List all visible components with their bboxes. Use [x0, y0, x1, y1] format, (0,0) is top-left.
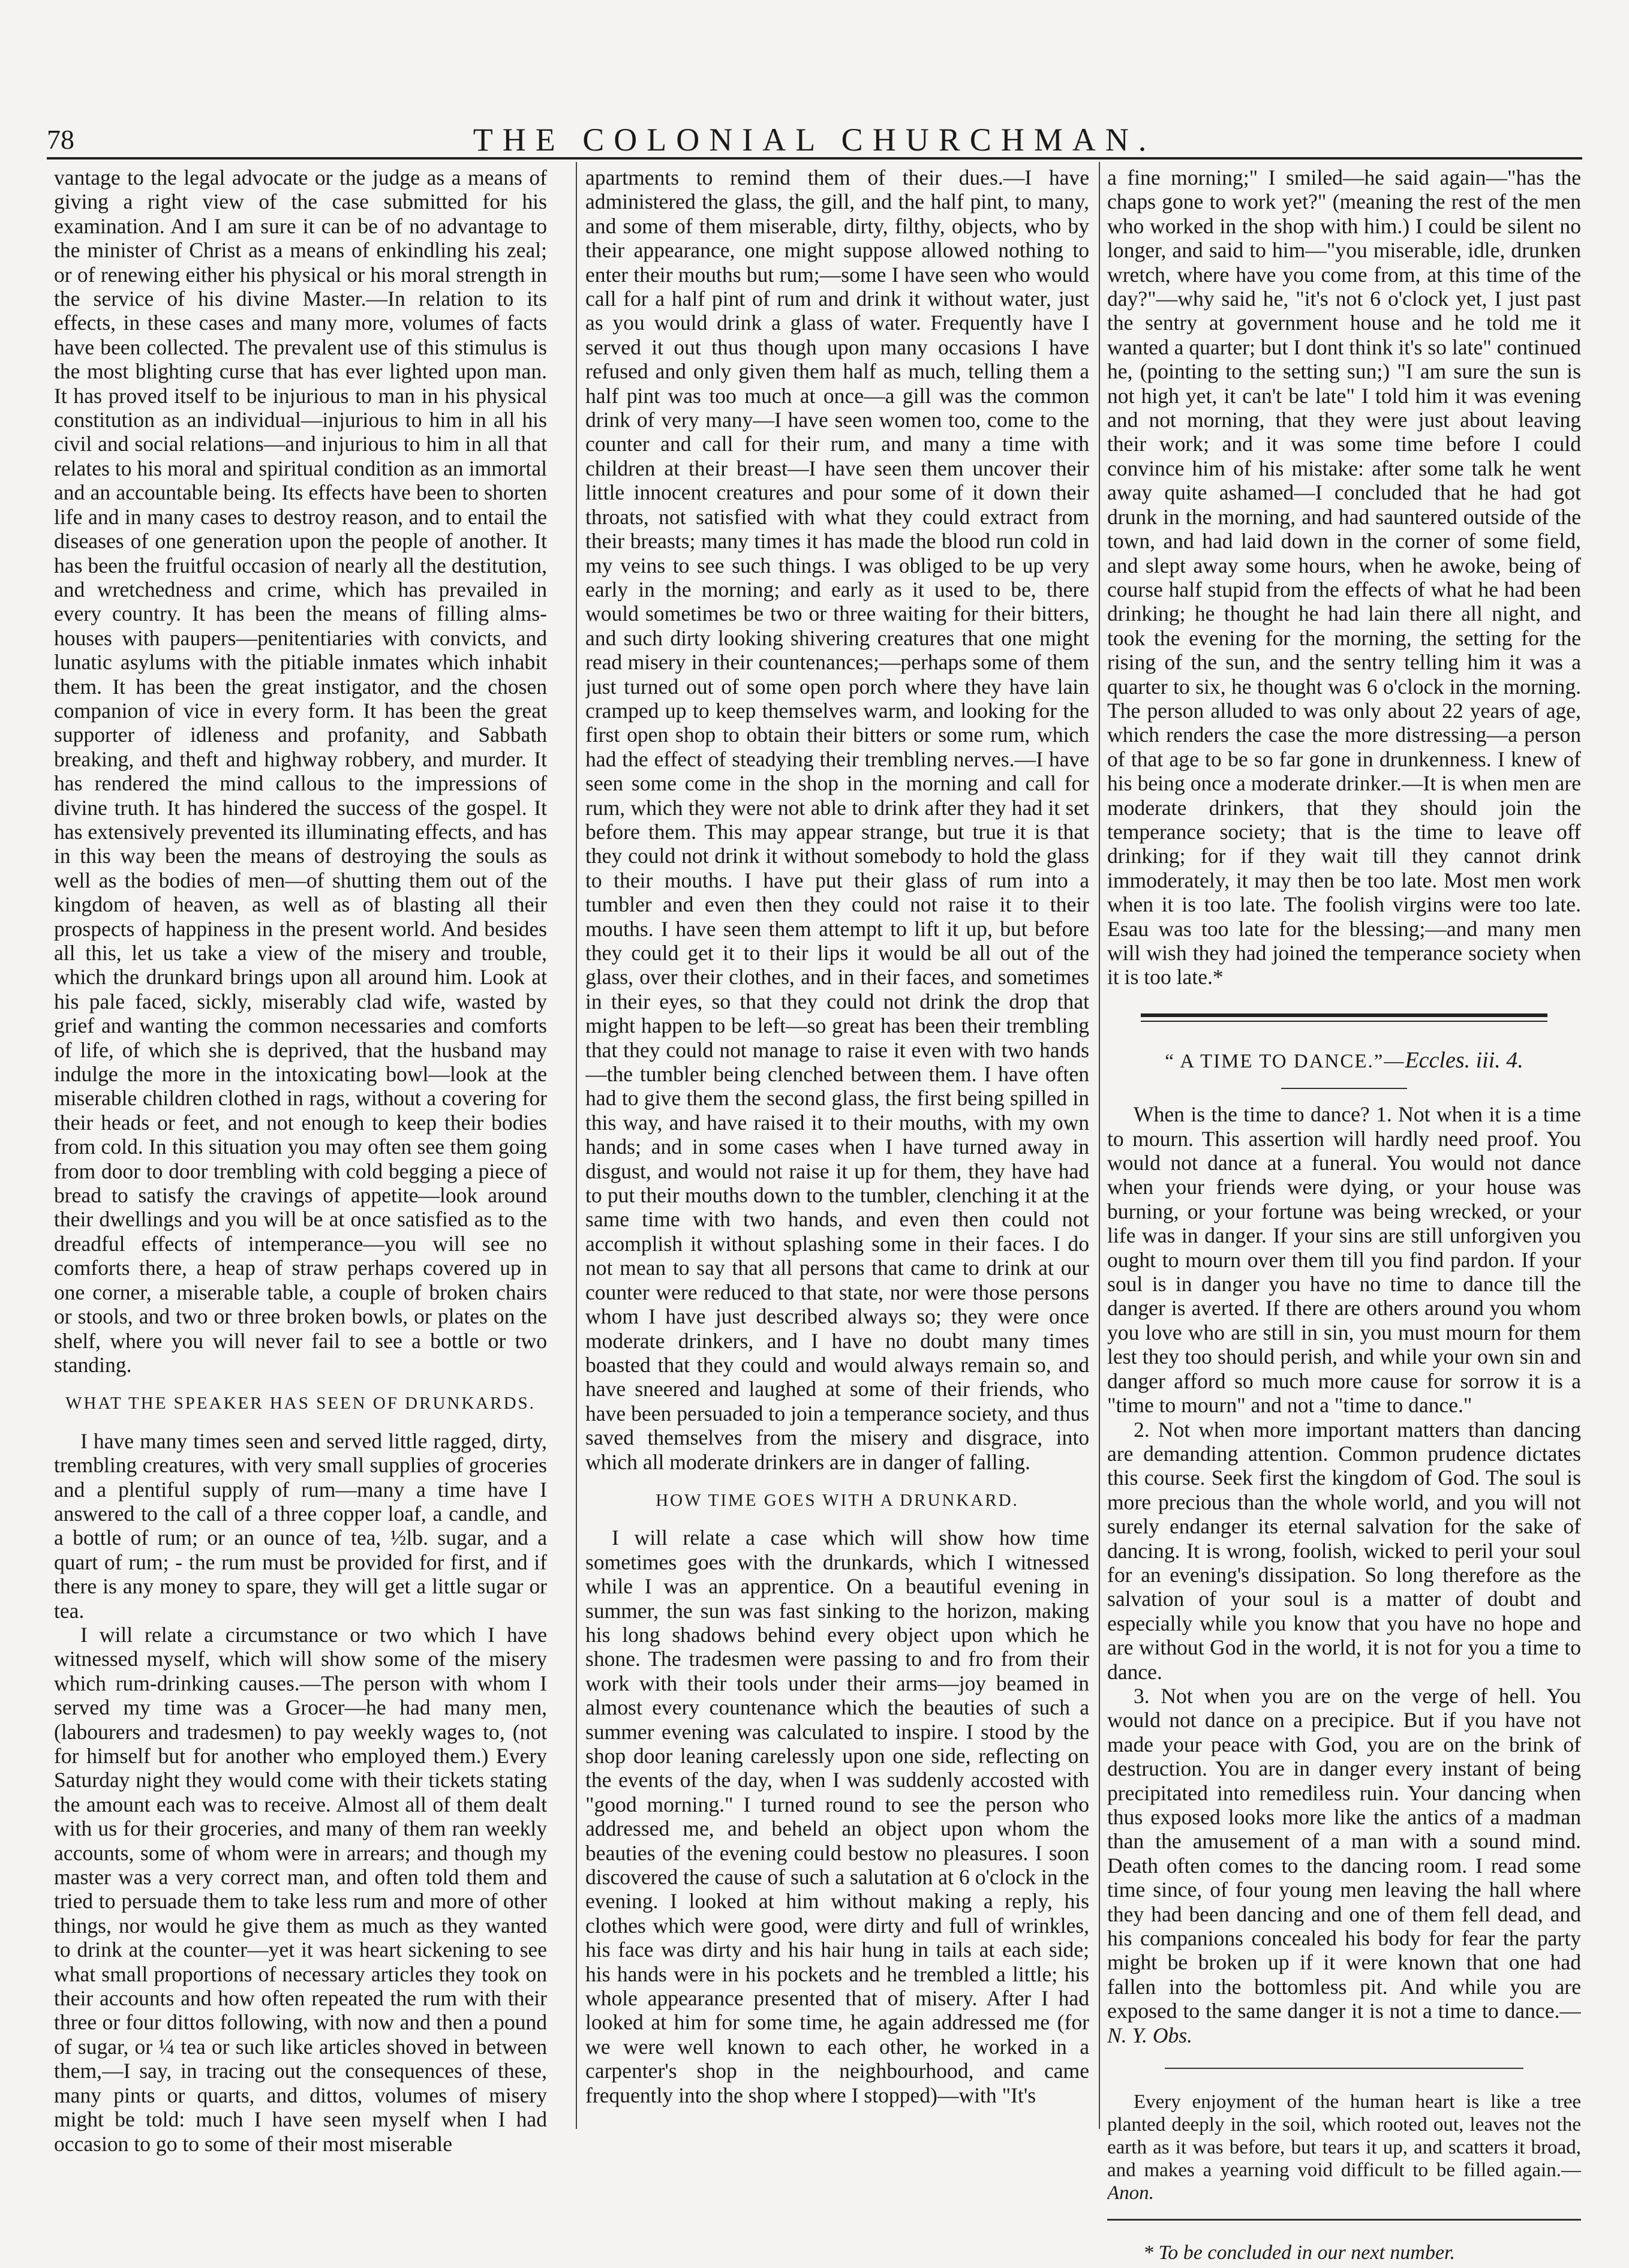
article-paragraph: vantage to the legal advocate or the judge as a means of giving a right view of the case submitted for his examination. And I am sure it can be of no advantage to the minister of Christ as a means of enkindling his zeal; or of renewing either his physical or his moral strength in the service of his divine Master.—In relation to its effects, in these cases and many more, volumes of facts have been collected. The prevalent use of this stimulus is the most blighting curse that has ever lighted upon man. It has proved itself to be injurious to man in his physical constitution as an individual—injurious to him in all his civil and social relations—and injurious to him in all that relates to his moral and spiritual condition as an immortal and an accountable being. Its effects have been to shorten life and in many cases to destroy reason, and to entail the diseases of one generation upon the people of another. It has been the fruitful occasion of nearly all the destitution, and wretchedness and crime, which has prevailed in every country. It has been the means of filling alms-houses with paupers—penitentiaries with convicts, and lunatic asylums with the pitiable inmates which inhabit them. It has been the great instigator, and the chosen companion of vice in every form. It has been the great supporter of idleness and profanity, and Sabbath breaking, and theft and highway robbery, and murder. It has rendered the mind callous to the impressions of divine truth. It has hindered the success of the gospel. It has extensively prevented its illuminating effects, and has in this way been the means of destroying the souls as well as the bodies of men—of shutting them out of the kingdom of heaven, as well as of blasting all their prospects of happiness in the present world. And besides all this, let us take a view of the misery and trouble, which the drunkard brings upon all around him. Look at his pale faced, sickly, miserably clad wife, wasted by grief and wanting the common necessaries and comforts of life, of which she is deprived, that the husband may indulge the more in the intoxicating bowl—look at the miserable children clothed in rags, without a covering for their heads or feet, and not enough to keep their bodies from cold. In this situation you may often see them going from door to door trembling with cold begging a piece of bread to satisfy the cravings of appetite—look around their dwellings and you will be at once satisfied as to the dreadful effects of intemperance—you will see no comforts there, a heap of straw perhaps covered up in one corner, a miserable table, a couple of broken chairs or stools, and two or three broken bowls, or plates on the shelf, where you will never fail to see a bottle or two standing. [54, 166, 547, 1377]
column-one [54, 166, 547, 2156]
section-heading-drunkards-seen: WHAT THE SPEAKER HAS SEEN OF DRUNKARDS. [65, 1394, 536, 1413]
page-number: 78 [47, 124, 74, 155]
footnote-rule [1107, 2219, 1581, 2221]
article-paragraph [1107, 1684, 1581, 2047]
article-paragraph [1107, 2090, 1581, 2204]
paragraph-text: Every enjoyment of the human heart is like a tree planted deeply in the soil, which rooted out, leaves not the earth as it was before, but tears it up, and scatters it broad, and makes a yearning void difficult to be filled again.— [1107, 2091, 1581, 2182]
paragraph-text: 3. Not when you are on the verge of hell. You would not dance on a precipice. But if you have not made your peace with God, you are on the brink of destruction. You are in danger every instant of being precipitated into remediless ruin. Your dancing when thus exposed looks more like the antics of a madman than the amusement of a man with a sound mind. Death often comes to the dancing room. I read some time since, of four young men leaving the hall where they had been dancing and one of them fell dead, and his companions concealed his body for fear the party might be broken up if it were known that one had fallen into the bottomless pit. And while you are exposed to the same danger it is not a time to dance.— [1107, 1683, 1581, 2023]
footnote: * To be concluded in our next number. [1143, 2242, 1456, 2264]
article-paragraph: I will relate a case which will show how time sometimes goes with the drunkards, which I witnessed while I was an apprentice. On a beautiful evening in summer, the sun was fast sinking to the horizon, making his long shadows behind every object upon which he shone. The tradesmen were passing to and fro from their work with their tools under their arms—joy beamed in almost every countenance which the beauties of such a summer evening was calculated to inspire. I stood by the shop door leaning carelessly upon one side, reflecting on the events of the day, when I was suddenly accosted with "good morning." I turned round to see the person who addressed me, and beheld an object upon whom the beauties of the evening could bestow no pleasures. I soon discovered the cause of such a salutation at 6 o'clock in the evening. I looked at him without making a reply, his clothes which were good, were dirty and full of wrinkles, his face was dirty and his hair hung in tails at each side; his hands were in his pockets and he trembled a little; his whole appearance presented that of misery. After I had looked at him for some time, he again addressed me (for we were well known to each other, he worked in a carpenter's shop in the neighbourhood, and came frequently into the shop where I stopped)—with "It's [585, 1526, 1089, 2107]
article-paragraph: When is the time to dance? 1. Not when it is a time to mourn. This assertion will hardly need proof. You would not dance at a funeral. You would not dance when your friends were dying, or your house was burning, or your fortune was being wrecked, or your life was in danger. If your sins are still unforgiven you ought to mourn over them till you find pardon. If your soul is in danger you have no time to dance till the danger is averted. If there are others around you whom you love who are still in sin, you must mourn for them lest they too should perish, and while your own sin and danger afford so much more cause for sorrow it is a "time to mourn" and not a "time to dance." [1107, 1102, 1581, 1418]
article-paragraph: a fine morning;" I smiled—he said again—"has the chaps gone to work yet?" (meaning the rest of the men who worked in the shop with him.) I could be silent no longer, and said to him—"you miserable, idle, drunken wretch, where have you come from, at this time of the day?"—why said he, "it's not 6 o'clock yet, I just past the sentry at government house and he told me it wanted a quarter; but I dont think it's so late" continued he, (pointing to the setting sun;) "I am sure the sun is not high yet, it can't be late" I told him it was evening and not morning, that they were just about leaving their work; and it was some time before I could convince him of his mistake: after some talk he went away quite ashamed—I concluded that he had got drunk in the morning, and had sauntered outside of the town, and had laid down in the corner of some field, and slept away some hours, when he awoke, being of course half stupid from the effects of what he had been drinking; he thought he had lain there all night, and took the evening for the morning, the setting for the rising of the sun, and the sentry telling him it was a quarter to six, he thought was 6 o'clock in the morning. The person alluded to was only about 22 years of age, which renders the case the more distressing—a person of that age to be so far gone in drunkenness. I knew of his being once a moderate drinker.—It is when men are moderate drinkers, that they should join the temperance society; that is the time to leave off drinking; for if they wait till they cannot drink immoderately, it may then be too late. Most men work when it is too late. The foolish virgins were too late. Esau was too late for the blessing;—and many men will wish they had joined the temperance society when it is too late.* [1107, 166, 1581, 989]
thin-rule-divider [1165, 2068, 1523, 2069]
double-rule-divider [1141, 1013, 1547, 1022]
article-paragraph: I have many times seen and served little ragged, dirty, trembling creatures, with very small supplies of groceries and a plentiful supply of rum—many a time have I answered to the call of a three copper loaf, a candle, and a bottle of rum; or an ounce of tea, ½lb. sugar, and a quart of rum; - the rum must be provided for first, and if there is any money to spare, they will get a little sugar or tea. [54, 1428, 547, 1623]
page-header [47, 119, 1582, 160]
scripture-reference: Eccles. iii. 4. [1405, 1047, 1523, 1073]
article-paragraph: 2. Not when more important matters than dancing are demanding attention. Common prudence dictates this course. Seek first the kingdom of God. The soul is more precious than the whole world, and you will not surely endanger its eternal salvation for the sake of dancing. It is wrong, foolish, wicked to peril your soul for an evening's dissipation. So long therefore as the salvation of your soul is a matter of doubt and especially while you know that you have no hope and are without God in the world, it is not for you a time to dance. [1107, 1417, 1581, 1684]
source-signature: N. Y. Obs. [1107, 2023, 1193, 2047]
section-heading-time-to-dance [1107, 1048, 1581, 1073]
column-two [585, 166, 1089, 2107]
short-rule [1281, 1088, 1407, 1089]
source-signature: Anon. [1107, 2182, 1154, 2204]
column-rule-left [576, 162, 577, 2129]
article-paragraph: I will relate a circumstance or two which I have witnessed myself, which will show some of the misery which rum-drinking causes.—The person with whom I served my time was a Grocer—he had many men, (labourers and tradesmen) to pay weekly wages to, (not for himself but for another who employed them.) Every Saturday night they would come with their tickets stating the amount each was to receive. Almost all of them dealt with us for their groceries, and many of them ran weekly accounts, some of whom were in arrears; and though my master was a very correct man, and often told them and tried to persuade them to take less rum and more of other things, nor would he give them as much as they wanted to drink at the counter—yet it was heart sickening to see what small proportions of necessary articles they took on their accounts and how often repeated the rum with their three or four dittos following, with now and then a pound of sugar, or ¼ tea or such like articles shoved in between them,—I say, in tracing out the consequences of these, many pints or quarts, and dittos, volumes of misery might be told: much I have seen myself when I had occasion to go to some of their most miserable [54, 1622, 547, 2156]
masthead-title: THE COLONIAL CHURCHMAN. [473, 122, 1156, 158]
section-heading-time-drunkard: HOW TIME GOES WITH A DRUNKARD. [656, 1490, 1019, 1510]
heading-quote: “ A TIME TO DANCE.”— [1165, 1050, 1405, 1072]
column-rule-right [1099, 162, 1100, 2129]
article-paragraph: apartments to remind them of their dues.—I have administered the glass, the gill, and the half pint, to many, and some of them miserable, dirty, filthy, objects, who by their appearance, one might suppose allowed nothing to enter their mouths but rum;—some I have seen who would call for a half pint of rum and drink it without water, just as you would drink a glass of water. Frequently have I served it out thus though upon many occasions I have refused and only given them half as much, telling them a half pint was too much at once—a gill was the common drink of very many—I have seen women too, come to the counter and call for their rum, and many a time with children at their breast—I have seen them uncover their little innocent creatures and pour some of it down their throats, not satisfied with what they could extract from their breasts; many times it has made the blood run cold in my veins to see such things. I was obliged to be up very early in the morning; and early as it used to be, there would sometimes be two or three waiting for their bitters, and such dirty looking shivering creatures that one might read misery in their countenances;—perhaps some of them just turned out of some open porch where they have lain cramped up to keep themselves warm, and looking for the first open shop to obtain their bitters or some rum, which had the effect of steadying their trembling nerves.—I have seen some come in the shop in the morning and call for rum, which they were not able to drink after they had it set before them. This may appear strange, but true it is that they could not drink it without somebody to hold the glass to their mouths. I have put their glass of rum into a tumbler and even then they could not raise it to their mouths. I have seen them attempt to lift it up, but before they could get it to their lips it would be all out of the glass, over their clothes, and in their faces, and sometimes in their eyes, so that they could not drink the drop that might happen to be left—so great has been their trembling that they could not manage to raise it even with two hands—the tumbler being clenched between them. I have often had to give them the second glass, the first being spilled in this way, and have raised it to their mouths, with my own hands; and in some cases when I have turned away in disgust, and would not raise it up for them, they have had to put their mouths down to the tumbler, clenching it at the same time with two hands, and even then could not accomplish it without splashing some in their faces. I do not mean to say that all persons that came to drink at our counter were reduced to that state, nor were those persons whom I have just described always so; they were once moderate drinkers, and I have no doubt many times boasted that they could and would always remain so, and have sneered and laughed at some of their friends, who have been persuaded to join a temperance society, and thus saved themselves from the misery and disgrace, into which all moderate drinkers are in danger of falling. [585, 166, 1089, 1474]
column-three [1107, 166, 1581, 2265]
